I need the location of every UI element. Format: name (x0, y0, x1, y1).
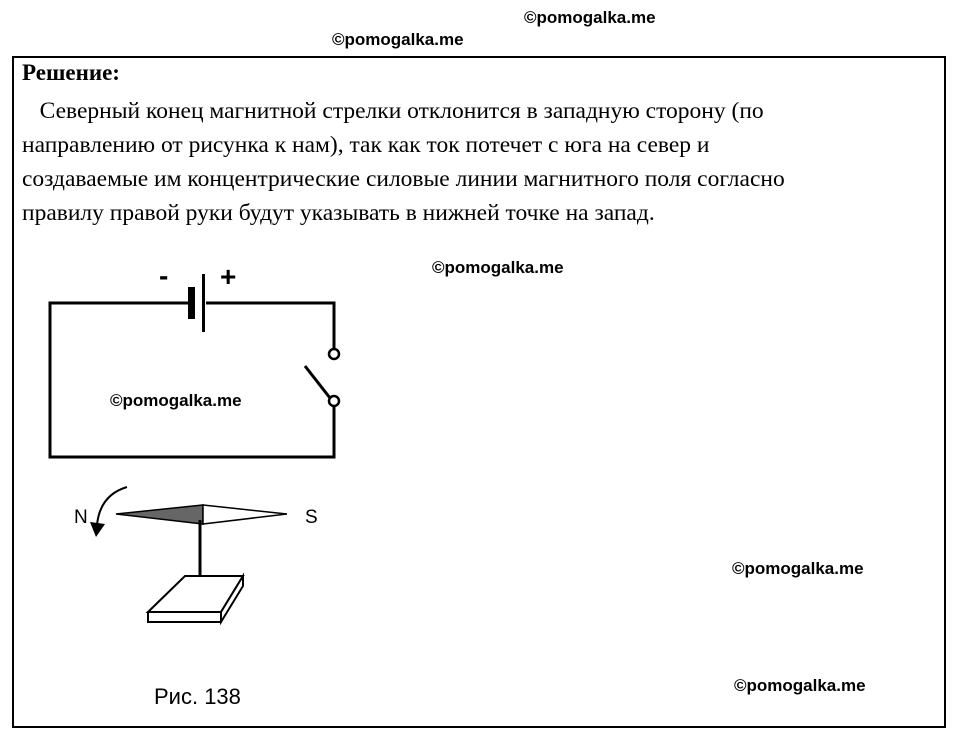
compass-base (148, 576, 243, 622)
switch-contact-top (329, 349, 339, 359)
needle-north-half (116, 505, 203, 524)
battery-plus-label: + (220, 261, 237, 292)
electric-circuit (50, 303, 339, 457)
circuit-wire-right (206, 303, 334, 348)
circuit-wire-left (50, 303, 334, 457)
watermark-top-left: ©pomogalka.me (332, 30, 464, 49)
solution-line: создаваемые им концентрические силовые линии магнитного поля согласно (22, 166, 785, 192)
watermark-middle: ©pomogalka.me (432, 258, 564, 277)
solution-line: Северный конец магнитной стрелки отклонится в западную сторону (по (22, 98, 764, 124)
watermark-circuit: ©pomogalka.me (110, 391, 242, 410)
watermark-top-right: ©pomogalka.me (524, 8, 656, 27)
battery (188, 274, 205, 332)
switch-contact-bottom (329, 396, 339, 406)
battery-negative-plate (188, 287, 195, 319)
solution-line: направлению от рисунка к нам), так как ток потечет с юга на север и (22, 132, 710, 158)
north-label: N (74, 507, 88, 528)
solution-line: правилу правой руки будут указывать в нижней точке на запад. (22, 200, 655, 226)
rotation-arrow (90, 487, 127, 537)
watermark-right: ©pomogalka.me (732, 559, 864, 578)
watermark-bottom-right: ©pomogalka.me (734, 676, 866, 695)
solution-heading: Решение: (22, 60, 120, 85)
needle-south-half (203, 505, 287, 524)
switch-lever (305, 366, 330, 398)
south-label: S (305, 507, 318, 528)
battery-positive-plate (202, 274, 205, 332)
battery-minus-label: - (159, 260, 169, 291)
figure-caption: Рис. 138 (154, 684, 241, 709)
